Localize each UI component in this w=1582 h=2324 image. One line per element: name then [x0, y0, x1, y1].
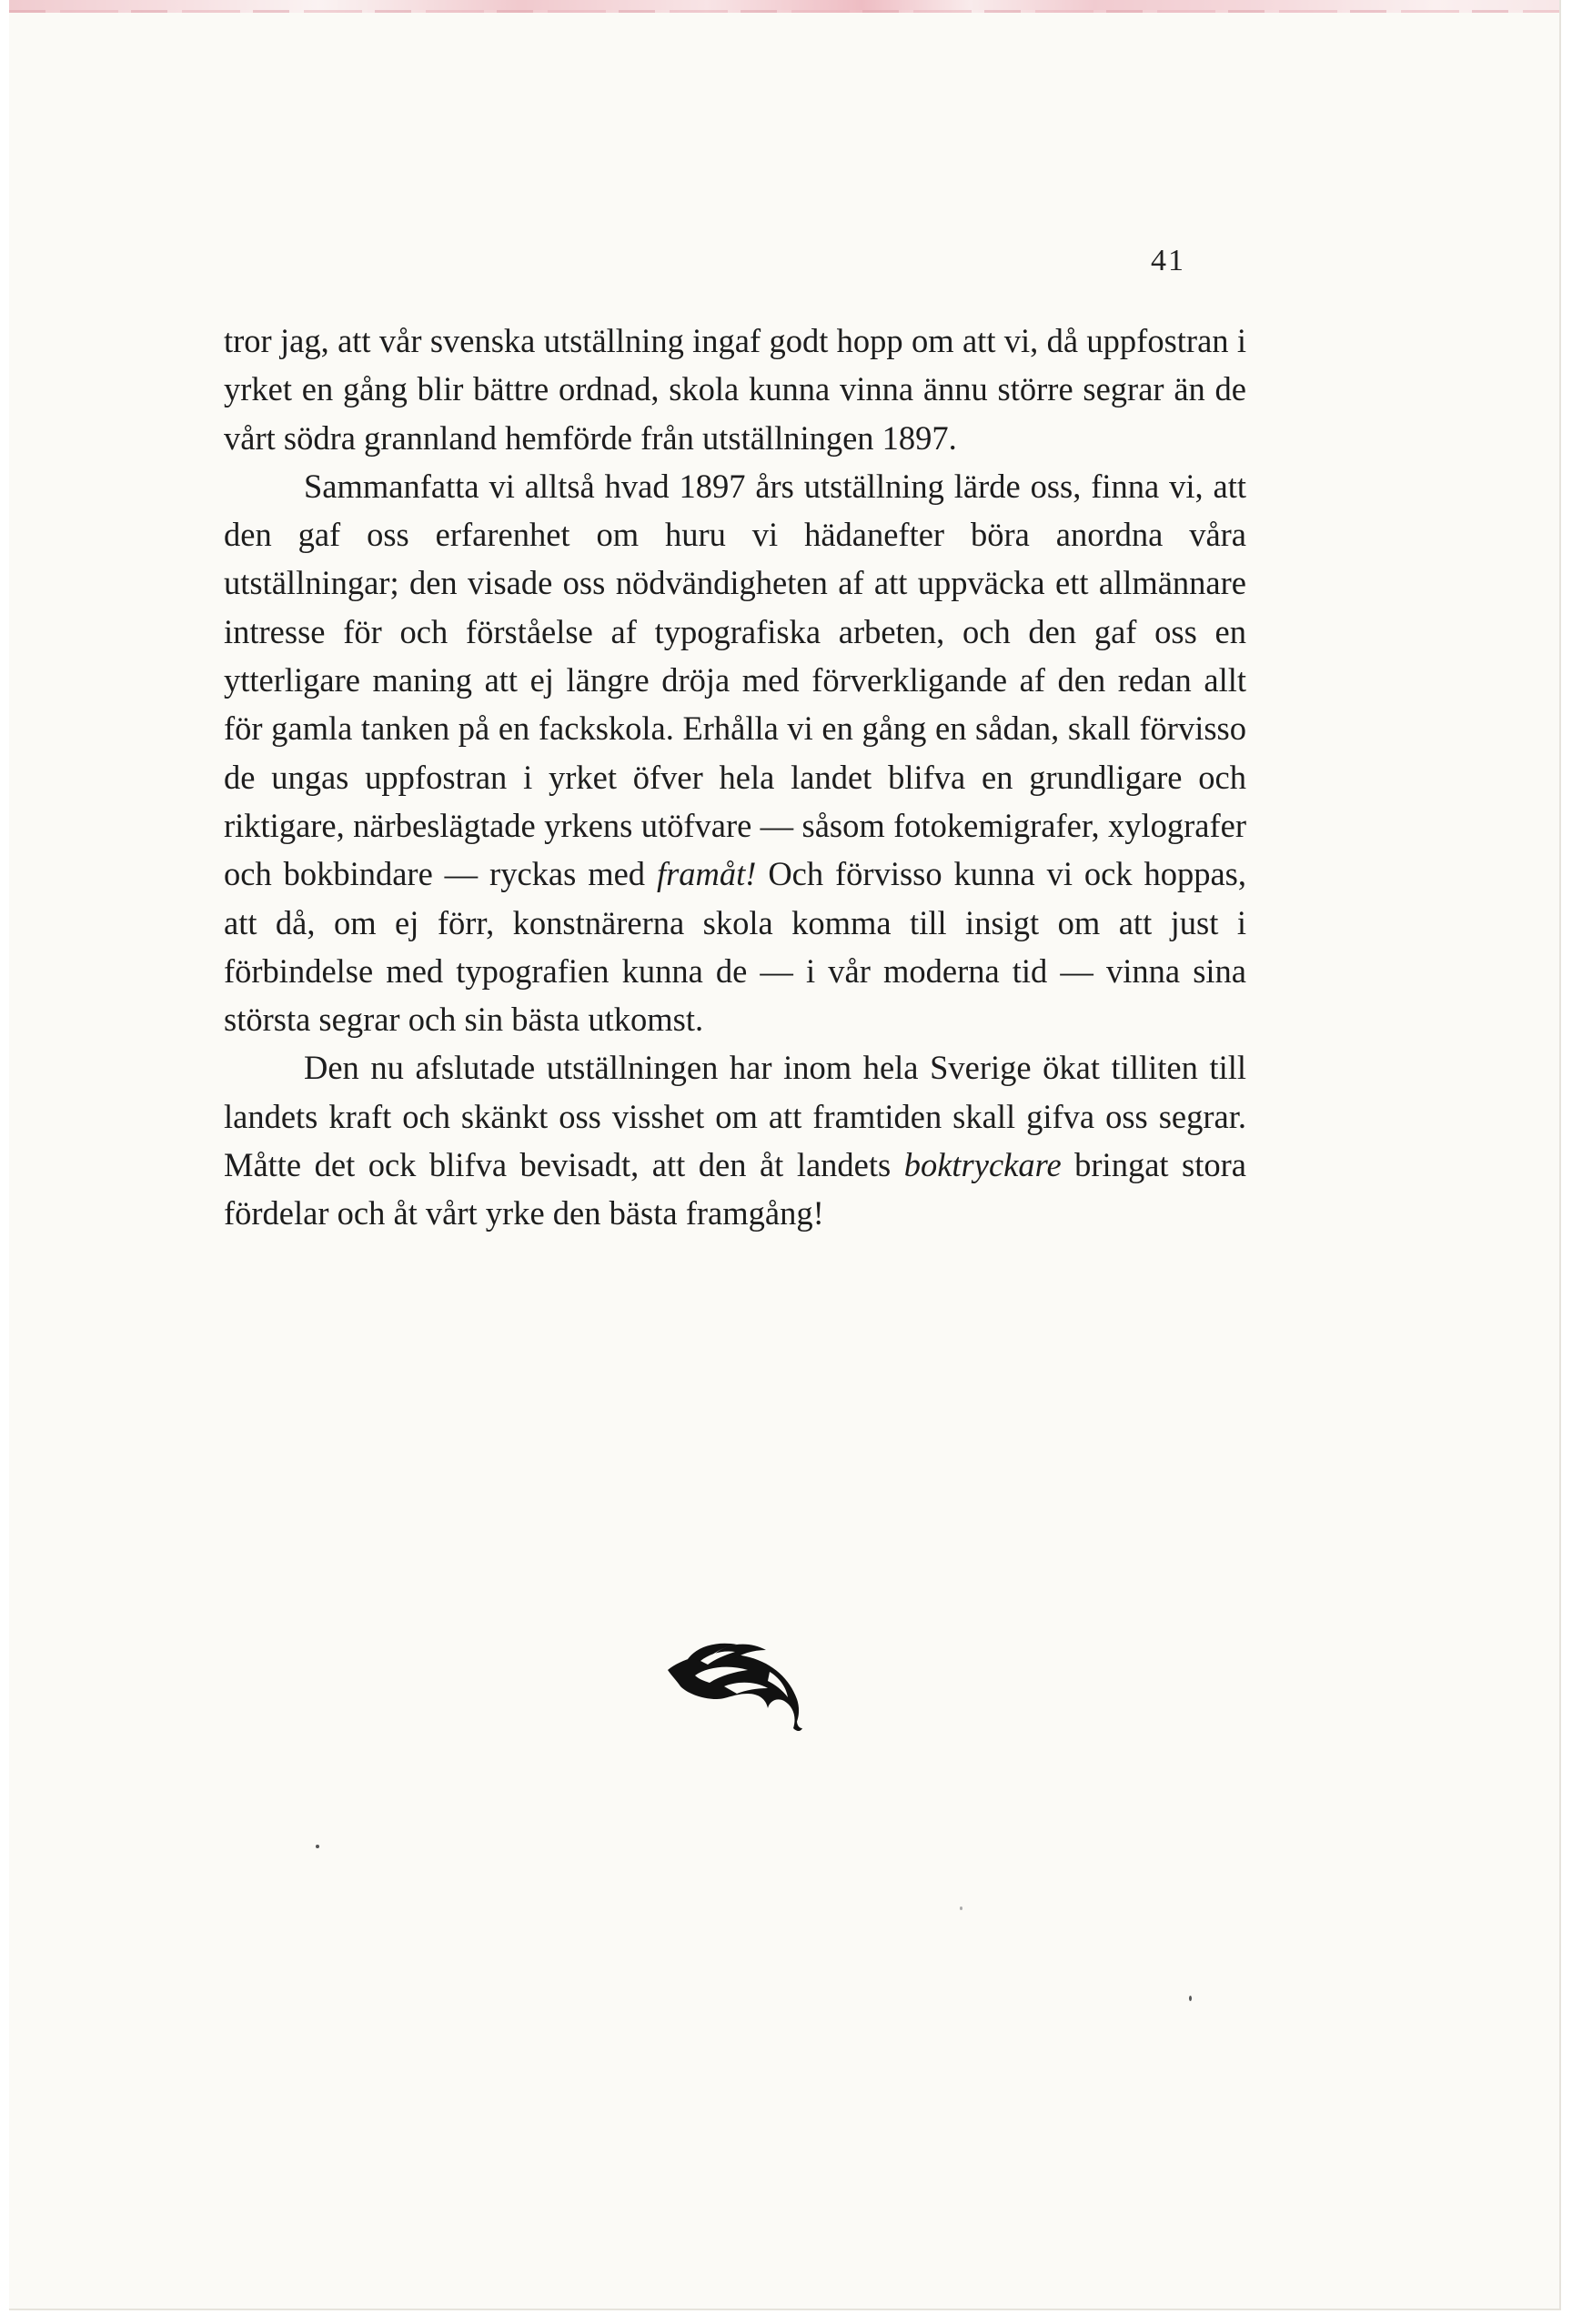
paper-speck	[316, 1845, 319, 1848]
fleuron-ornament-icon	[660, 1634, 806, 1734]
text-run: bringat stora fördelar och åt vårt yrke den bästa framgång!	[224, 1146, 1246, 1232]
paragraph	[224, 317, 1246, 462]
page-top-edge	[9, 0, 1559, 13]
paragraph	[224, 462, 1246, 1044]
book-page	[9, 0, 1561, 2310]
text-run: Och förvisso kunna vi ock hoppas, att då, om ej förr, konstnärerna skola komma till insigt om att just i förbindelse med typografien kunna de — i vår moderna tid — vinna sina största segrar och sin bästa utkomst.	[224, 855, 1246, 1039]
italic-text: framåt!	[656, 855, 757, 893]
body-text	[224, 317, 1246, 1238]
text-run: tror jag, att vår svenska utställning ingaf godt hopp om att vi, då uppfostran i yrket en gång blir bättre ordnad, skola kunna vinna ännu större segrar än de vårt södra grannland hemförde från utställningen 1897.	[224, 322, 1246, 457]
italic-text: boktryckare	[903, 1146, 1062, 1184]
paper-speck	[1189, 1996, 1192, 2001]
text-run: Den nu afslutade utställningen har inom hela Sverige ökat tilliten till landets kraft och skänkt oss visshet om att framtiden skall gifva oss segrar. Måtte det ock blifva bevisadt, att den åt landets	[224, 1049, 1246, 1184]
text-run: Sammanfatta vi alltså hvad 1897 års utställning lärde oss, finna vi, att den gaf oss erfarenhet om huru vi hädanefter böra anordna våra utställningar; den visade oss nödvändigheten af att uppväcka ett allmännare intresse för och förståelse af typografiska arbeten, och den gaf oss en ytterligare maning att ej längre dröja med förverkligande af den redan allt för gamla tanken på en fackskola. Erhålla vi en gång en sådan, skall förvisso de ungas uppfostran i yrket öfver hela landet blifva en grundligare och riktigare, närbeslägtade yrkens utöfvare — såsom fotokemigrafer, xylografer och bokbindare — ryckas med	[224, 467, 1246, 893]
page-number: 41	[1151, 244, 1185, 277]
paragraph	[224, 1043, 1246, 1237]
paper-speck	[960, 1906, 962, 1910]
